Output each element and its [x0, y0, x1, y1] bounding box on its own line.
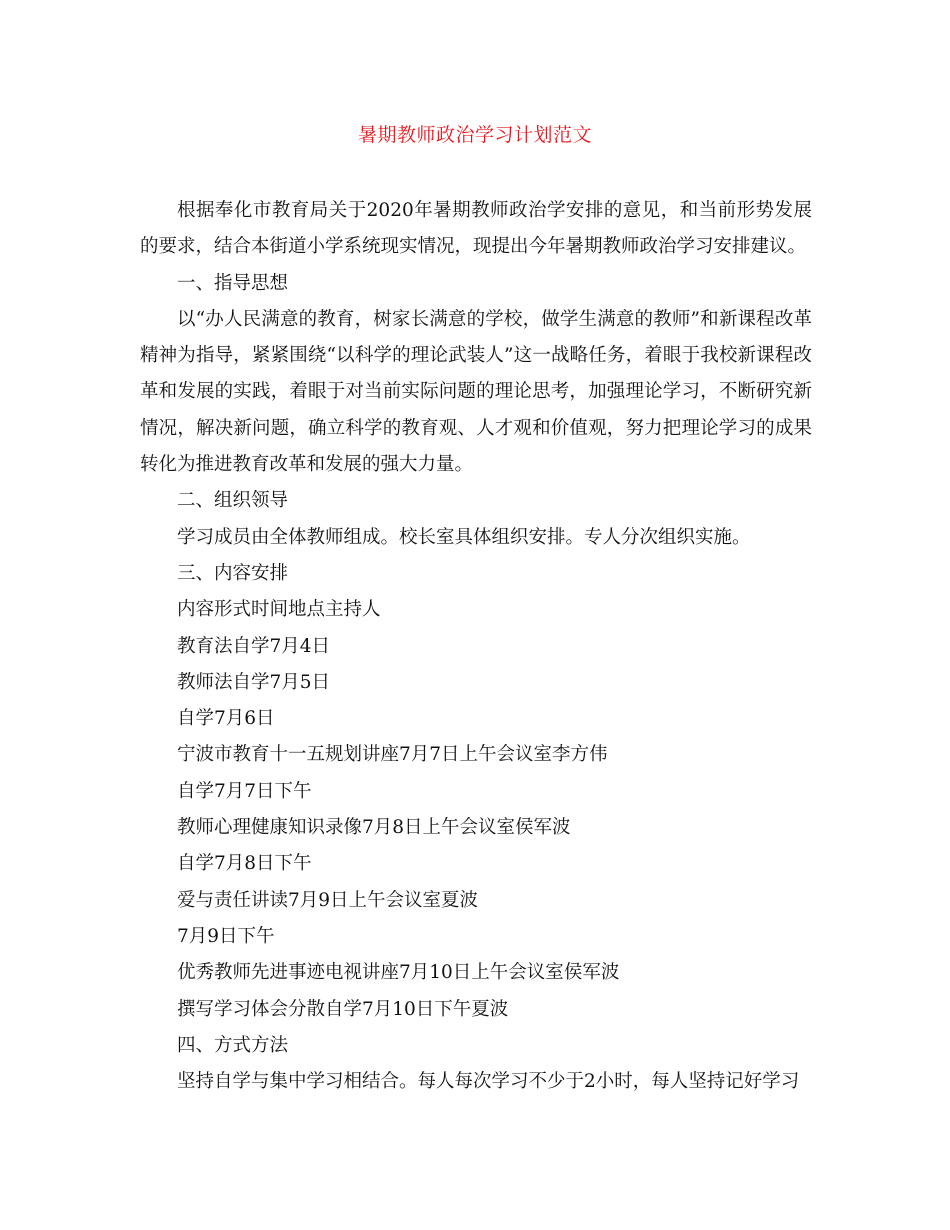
intro-paragraph: 根据奉化市教育局关于2020年暑期教师政治学安排的意见，和当前形势发展的要求，结合本街道小学系统现实情况，现提出今年暑期教师政治学习安排建议。 — [140, 200, 812, 258]
schedule-row: 教师心理健康知识录像7月8日上午会议室侯军波 — [177, 817, 571, 839]
schedule-row: 教育法自学7月4日 — [177, 635, 331, 657]
schedule-header: 内容形式时间地点主持人 — [177, 599, 381, 621]
schedule-row: 自学7月8日下午 — [177, 853, 312, 875]
document-body — [140, 193, 812, 1100]
schedule-row: 7月9日下午 — [177, 925, 275, 947]
schedule-row: 自学7月6日 — [177, 708, 275, 730]
section-heading-organization: 二、组织领导 — [177, 490, 289, 512]
guiding-thought-paragraph: 以“办人民满意的教育，树家长满意的学校，做学生满意的教师”和新课程改革精神为指导，紧紧围绕“以科学的理论武装人”这一战略任务，着眼于我校新课程改革和发展的实践，着眼于对当前实际问题的理论思考，加强理论学习，不断研究新情况，解决新问题，确立科学的教育观、人才观和价值观，努力把理论学习的成果转化为推进教育改革和发展的强大力量。 — [140, 308, 812, 476]
section-heading-guiding-thought: 一、指导思想 — [177, 272, 289, 294]
document-title: 暑期教师政治学习计划范文 — [357, 124, 592, 146]
schedule-row: 优秀教师先进事迹电视讲座7月10日上午会议室侯军波 — [177, 962, 620, 984]
section-heading-content: 三、内容安排 — [177, 562, 289, 584]
section-heading-methods: 四、方式方法 — [177, 1034, 289, 1056]
organization-paragraph: 学习成员由全体教师组成。校长室具体组织安排。专人分次组织实施。 — [177, 526, 751, 548]
schedule-row: 爱与责任讲读7月9日上午会议室夏波 — [177, 889, 479, 911]
schedule-row: 撰写学习体会分散自学7月10日下午夏波 — [177, 998, 509, 1020]
methods-paragraph: 坚持自学与集中学习相结合。每人每次学习不少于2小时，每人坚持记好学习 — [177, 1071, 800, 1093]
schedule-row: 教师法自学7月5日 — [177, 671, 331, 693]
schedule-row: 宁波市教育十一五规划讲座7月7日上午会议室李方伟 — [177, 744, 608, 766]
schedule-row: 自学7月7日下午 — [177, 780, 312, 802]
